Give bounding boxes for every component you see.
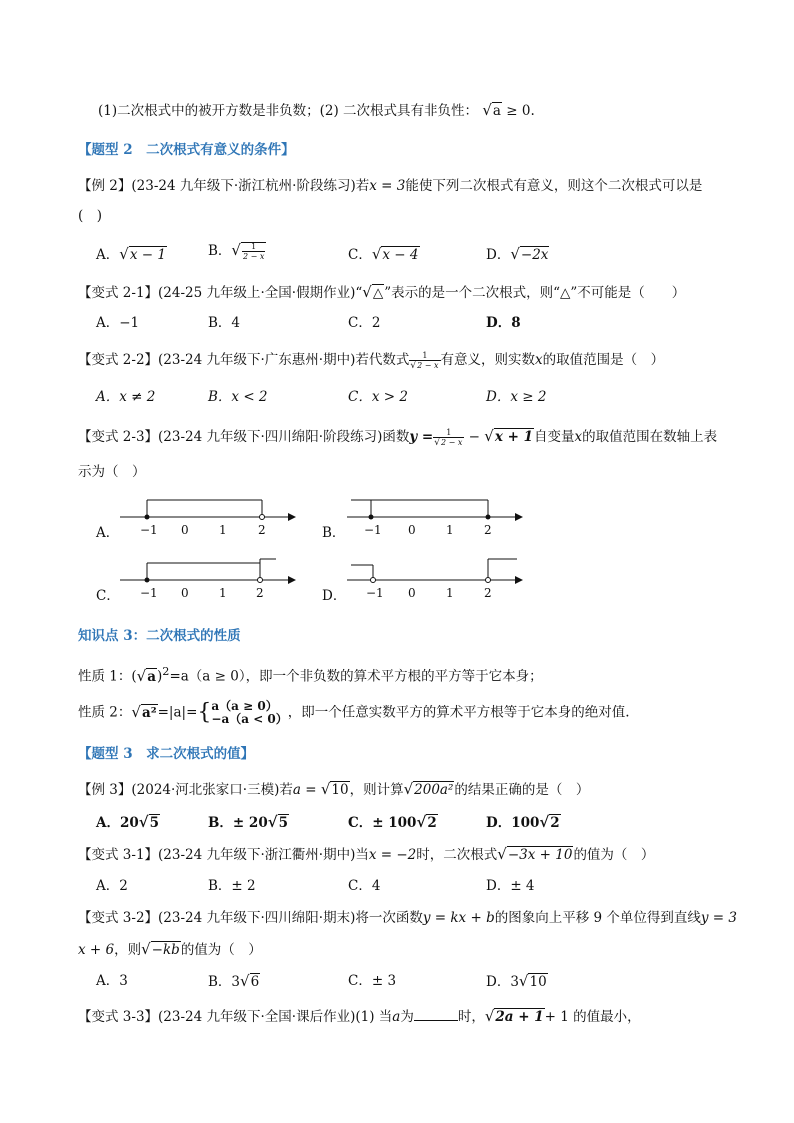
option-b: B．± 2 [208,878,256,894]
example-tag: 【例 3】 [78,782,132,798]
variant-tag: 【变式 3-1】 [78,847,159,863]
answer-blank[interactable] [414,1006,458,1021]
option-a: A．2 [96,878,128,894]
source-note: (23-24 九年级下·全国·课后作业) [158,1009,356,1025]
number-line-d [345,555,525,605]
fraction: $\frac{1}{√2 - x}$ [410,350,439,371]
variant-3-3-stem: 【变式 3-3】(23-24 九年级下·全国·课后作业)(1) 当a为 时，√2a + 1+ 1 的值最小， [78,1007,641,1025]
option-b: B．√ $\frac{1}{2 - x}$ [208,241,265,261]
variant-2-3-stem: 【变式 2-3】(23-24 九年级下·四川绵阳·阶段练习)函数y = $\frac{1}{√2 - x}$ − √x + 1自变量x的取值范围在数轴上表 [78,427,718,448]
source-note: (23-24 九年级下·浙江杭州·阶段练习) [131,178,356,194]
option-b: B．x < 2 [208,389,268,405]
svg-text:0: 0 [408,586,416,600]
svg-text:1: 1 [219,523,227,537]
number-line-a [118,492,298,542]
svg-text:1: 1 [446,523,454,537]
source-note: (23-24 九年级下·浙江衢州·期中) [158,847,356,863]
variant-2-2-stem: 【变式 2-2】(23-24 九年级下·广东惠州·期中)若代数式 $\frac{1}{√2 - x}$ 有意义，则实数x的取值范围是（ ） [78,350,665,371]
option-a: A．x ≠ 2 [96,389,156,405]
svg-text:0: 0 [181,586,189,600]
hollow-point [260,515,265,520]
variant-3-1-stem: 【变式 3-1】(23-24 九年级下·浙江衢州·期中)当x = −2时，二次根式√−3x + 10的值为（ ） [78,845,655,863]
option-a-label: A． [96,525,120,541]
option-b-label: B． [322,525,346,541]
variant-3-2-line2: x + 6，则√−kb的值为（ ） [78,940,262,958]
example-2-paren: ( ) [78,208,103,224]
svg-text:0: 0 [181,523,189,537]
intro-line [98,100,535,121]
svg-text:−1: −1 [364,523,382,537]
intro-ineq: ≥ 0. [506,103,535,119]
property-1: 性质 1：$(√a)^2=a(a \ge 0)$，即一个非负数的算术平方根的平方等于它本身； [78,665,543,685]
svg-text:1: 1 [219,586,227,600]
intro-text: (1)二次根式中的被开方数是非负数；(2) 二次根式具有非负性： [98,103,479,119]
option-a: A．√x − 1 [96,245,166,263]
option-d-label: D． [322,588,347,604]
option-d: D．± 4 [486,878,535,894]
option-a: A．3 [96,973,128,989]
svg-text:−1: −1 [140,586,158,600]
source-note: (23-24 九年级下·四川绵阳·阶段练习) [158,429,383,445]
option-c: C．± 100√2 [348,813,437,831]
variant-tag: 【变式 2-2】 [78,352,159,368]
variant-tag: 【变式 2-1】 [78,285,159,301]
variant-tag: 【变式 3-3】 [78,1009,159,1025]
number-line-b [345,492,525,542]
option-a: A．−1 [96,315,140,331]
option-b: B．± 20√5 [208,813,288,831]
variant-tag: 【变式 3-2】 [78,910,159,926]
option-a: A．20√5 [96,813,160,831]
fraction: $\frac{1}{√2 - x}$ [434,427,463,448]
example-2-stem: 【例 2】(23-24 九年级下·浙江杭州·阶段练习)若x = 3能使下列二次根式有意义，则这个二次根式可以是 [78,178,703,194]
section-heading-3: 【题型 3 求二次根式的值】 [78,746,255,762]
svg-text:2: 2 [484,523,492,537]
triangle-radical: √△ [362,283,384,301]
solid-point [145,515,150,520]
source-note: (2024·河北张家口·三模) [131,782,280,798]
option-d: D．100√2 [486,813,560,831]
option-c: C．± 3 [348,973,397,989]
source-note: (23-24 九年级下·四川绵阳·期末) [158,910,356,926]
svg-text:2: 2 [484,586,492,600]
option-d: D．3√10 [486,972,547,990]
option-d: D．8 [486,315,521,331]
option-c: C．4 [348,878,381,894]
option-d: D．x ≥ 2 [486,389,547,405]
svg-text:−1: −1 [140,523,158,537]
option-c: C．x > 2 [348,389,408,405]
option-b: B．3√6 [208,972,260,990]
knowledge-point-heading: 知识点 3：二次根式的性质 [78,628,241,644]
number-line-c [118,555,298,605]
intro-radical: √a [482,101,501,119]
source-note: (23-24 九年级下·广东惠州·期中) [158,352,356,368]
variant-2-3-line2: 示为（ ） [78,464,146,480]
option-b: B．4 [208,315,241,331]
source-note: (24-25 九年级上·全国·假期作业) [158,285,356,301]
property-2: 性质 2：√a²=|a|={ a（a ≥ 0） −a（a < 0） ，即一个任意实数平方的算术平方根等于它本身的绝对值. [78,699,630,726]
option-c: C．2 [348,315,381,331]
svg-text:2: 2 [258,523,266,537]
option-c: C．√x − 4 [348,245,419,263]
svg-text:0: 0 [408,523,416,537]
example-3-stem: 【例 3】(2024·河北张家口·三模)若a = √10，则计算√200a²的结果正确的是（ ） [78,780,590,798]
option-c-label: C． [96,588,120,604]
section-heading-2: 【题型 2 二次根式有意义的条件】 [78,142,295,158]
svg-text:2: 2 [256,586,264,600]
option-d: D．√−2x [486,245,549,263]
variant-tag: 【变式 2-3】 [78,429,159,445]
svg-text:−1: −1 [366,586,384,600]
variant-2-1-stem: 【变式 2-1】(24-25 九年级上·全国·假期作业)“√△”表示的是一个二次根式，则“△”不可能是（ ） [78,283,686,301]
svg-text:1: 1 [446,586,454,600]
variant-3-2-stem: 【变式 3-2】(23-24 九年级下·四川绵阳·期末)将一次函数y = kx + b的图象向上平移 9 个单位得到直线y = 3 [78,910,738,926]
example-tag: 【例 2】 [78,178,132,194]
